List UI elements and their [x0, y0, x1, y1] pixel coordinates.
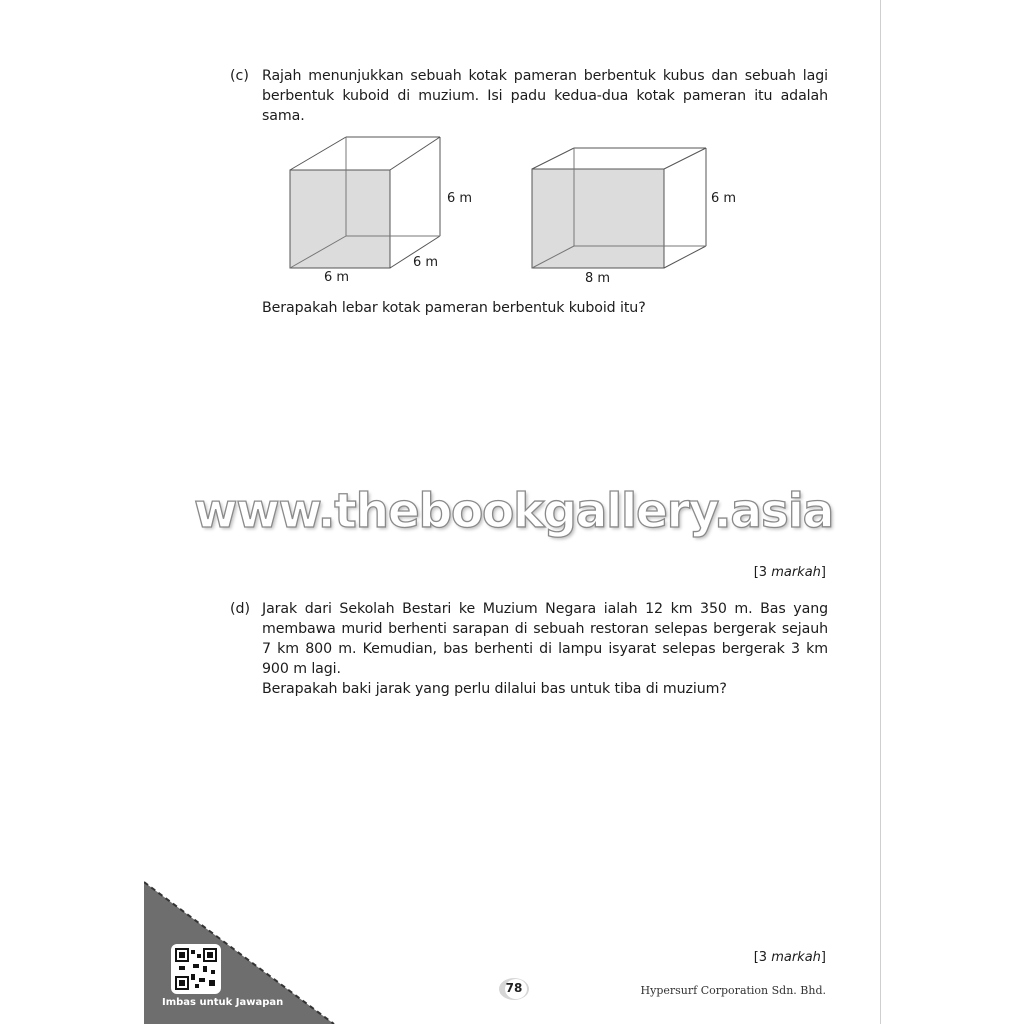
cuboid-height-label: 6 m	[711, 191, 737, 206]
question-c-letter: (c)	[230, 68, 249, 84]
cuboid-diagram	[524, 140, 714, 276]
question-d-line-3: 7 km 800 m. Kemudian, bas berhenti di lampu isyarat selepas bergerak 3 km	[262, 641, 828, 657]
question-d-marks: [3 markah]	[753, 950, 826, 965]
question-c-marks: [3 markah]	[753, 565, 826, 580]
cube-height-label: 6 m	[447, 191, 473, 206]
question-c-line-1: Rajah menunjukkan sebuah kotak pameran berbentuk kubus dan sebuah lagi	[262, 68, 828, 84]
question-d-line-4: 900 m lagi.	[262, 661, 341, 677]
watermark: www.thebookgallery.asia	[194, 484, 834, 539]
question-c-prompt: Berapakah lebar kotak pameran berbentuk kuboid itu?	[262, 300, 646, 316]
page-number-badge	[497, 976, 531, 1002]
question-d-line-1: Jarak dari Sekolah Bestari ke Muzium Negara ialah 12 km 350 m. Bas yang	[262, 601, 828, 617]
cube-depth-label: 6 m	[413, 255, 439, 270]
qr-code-icon	[175, 948, 217, 990]
cuboid-length-label: 8 m	[585, 271, 611, 286]
question-d-letter: (d)	[230, 601, 251, 617]
cube-front-face	[290, 170, 390, 268]
cuboid-front-face	[532, 169, 664, 268]
question-c-line-2: berbentuk kuboid di muzium. Isi padu kedua-dua kotak pameran itu adalah	[262, 88, 828, 104]
question-d-prompt: Berapakah baki jarak yang perlu dilalui bas untuk tiba di muzium?	[262, 681, 727, 697]
answer-qr-code[interactable]	[171, 944, 221, 994]
publisher-name: Hypersurf Corporation Sdn. Bhd.	[640, 984, 826, 997]
qr-label: Imbas untuk Jawapan	[162, 997, 284, 1008]
question-c-line-3: sama.	[262, 108, 305, 124]
cube-width-label: 6 m	[324, 270, 350, 285]
page-number: 78	[505, 981, 523, 995]
question-d-line-2: membawa murid berhenti sarapan di sebuah restoran selepas bergerak sejauh	[262, 621, 828, 637]
